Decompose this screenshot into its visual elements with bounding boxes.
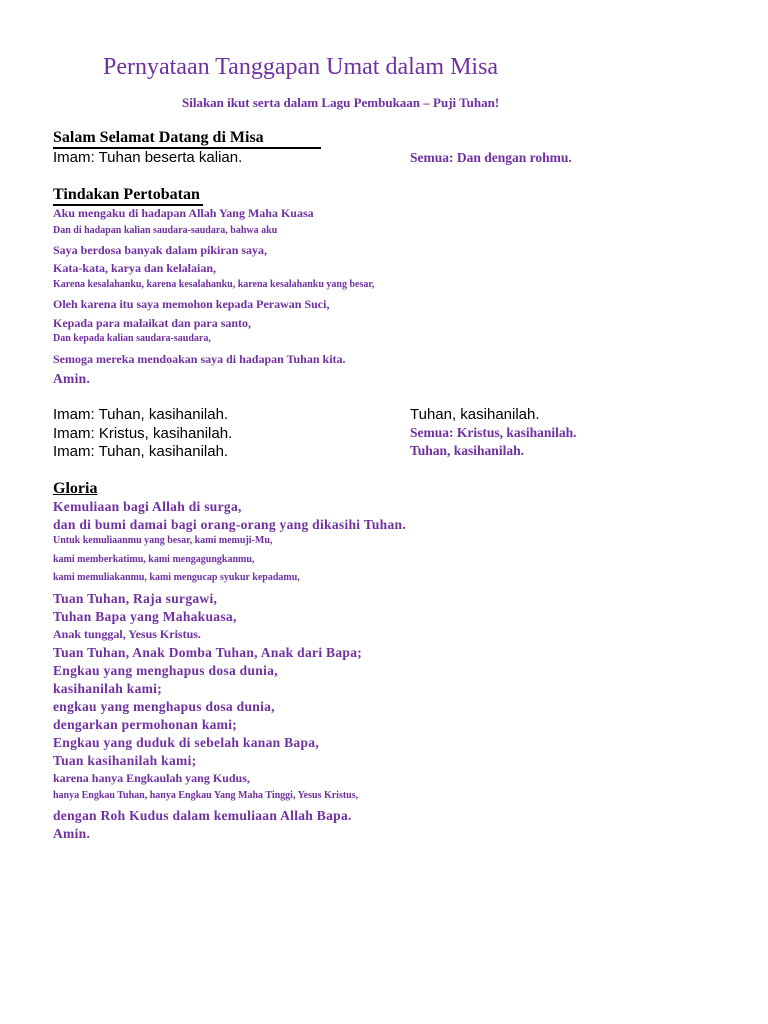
gloria-line: engkau yang menghapus dosa dunia, [53, 699, 275, 714]
gloria-line: Tuhan Bapa yang Mahakuasa, [53, 609, 237, 624]
salam-heading: Salam Selamat Datang di Misa [53, 129, 264, 146]
gloria-amin: Amin. [53, 826, 91, 841]
tobat-line: Kata-kata, karya dan kelalaian, [53, 261, 217, 275]
gloria-line: dengan Roh Kudus dalam kemuliaan Allah Bapa. [53, 808, 352, 823]
salam-imam-line: Imam: Tuhan beserta kalian. [53, 149, 243, 166]
gloria-heading: Gloria [53, 480, 98, 497]
tobat-line: Aku mengaku di hadapan Allah Yang Maha Kuasa [53, 206, 314, 220]
gloria-line: Engkau yang duduk di sebelah kanan Bapa, [53, 735, 320, 750]
gloria-line: Anak tunggal, Yesus Kristus. [53, 627, 201, 641]
gloria-line: Untuk kemuliaanmu yang besar, kami memuji-Mu, [53, 535, 273, 546]
tobat-heading: Tindakan Pertobatan [53, 186, 200, 203]
gloria-line: karena hanya Engkaulah yang Kudus, [53, 771, 250, 785]
gloria-line: hanya Engkau Tuhan, hanya Engkau Yang Maha Tinggi, Yesus Kristus, [53, 790, 359, 801]
gloria-line: kami memberkatimu, kami mengagungkanmu, [53, 554, 255, 565]
kyrie-imam-line: Imam: Tuhan, kasihanilah. [53, 406, 229, 423]
page-subtitle: Silakan ikut serta dalam Lagu Pembukaan – Puji Tuhan! [182, 95, 500, 110]
page-title: Pernyataan Tanggapan Umat dalam Misa [103, 54, 499, 80]
tobat-line: Kepada para malaikat dan para santo, [53, 316, 252, 330]
tobat-line: Dan kepada kalian saudara-saudara, [53, 333, 211, 344]
gloria-line: kasihanilah kami; [53, 681, 163, 696]
gloria-line: Engkau yang menghapus dosa dunia, [53, 663, 278, 678]
gloria-line: kami memuliakanmu, kami mengucap syukur kepadamu, [53, 572, 300, 583]
kyrie-semua-line: Tuhan, kasihanilah. [410, 443, 524, 458]
gloria-line: Tuan Tuhan, Anak Domba Tuhan, Anak dari Bapa; [53, 645, 363, 660]
kyrie-semua-line: Semua: Kristus, kasihanilah. [410, 425, 577, 440]
tobat-line: Saya berdosa banyak dalam pikiran saya, [53, 243, 268, 257]
kyrie-imam-line: Imam: Tuhan, kasihanilah. [53, 443, 229, 460]
gloria-line: Tuan Tuhan, Raja surgawi, [53, 591, 218, 606]
tobat-line: Karena kesalahanku, karena kesalahanku, karena kesalahanku yang besar, [53, 279, 375, 290]
gloria-line: dengarkan permohonan kami; [53, 717, 238, 732]
tobat-line: Dan di hadapan kalian saudara-saudara, bahwa aku [53, 225, 278, 236]
gloria-line: Kemuliaan bagi Allah di surga, [53, 499, 242, 514]
gloria-line: dan di bumi damai bagi orang-orang yang dikasihi Tuhan. [53, 517, 407, 532]
tobat-amin: Amin. [53, 371, 91, 386]
gloria-line: Tuan kasihanilah kami; [53, 753, 197, 768]
salam-semua-line: Semua: Dan dengan rohmu. [410, 150, 572, 165]
tobat-line: Semoga mereka mendoakan saya di hadapan Tuhan kita. [53, 352, 346, 366]
kyrie-imam-line: Imam: Kristus, kasihanilah. [53, 425, 233, 442]
tobat-line: Oleh karena itu saya memohon kepada Perawan Suci, [53, 297, 330, 311]
kyrie-semua-line: Tuhan, kasihanilah. [410, 406, 540, 423]
